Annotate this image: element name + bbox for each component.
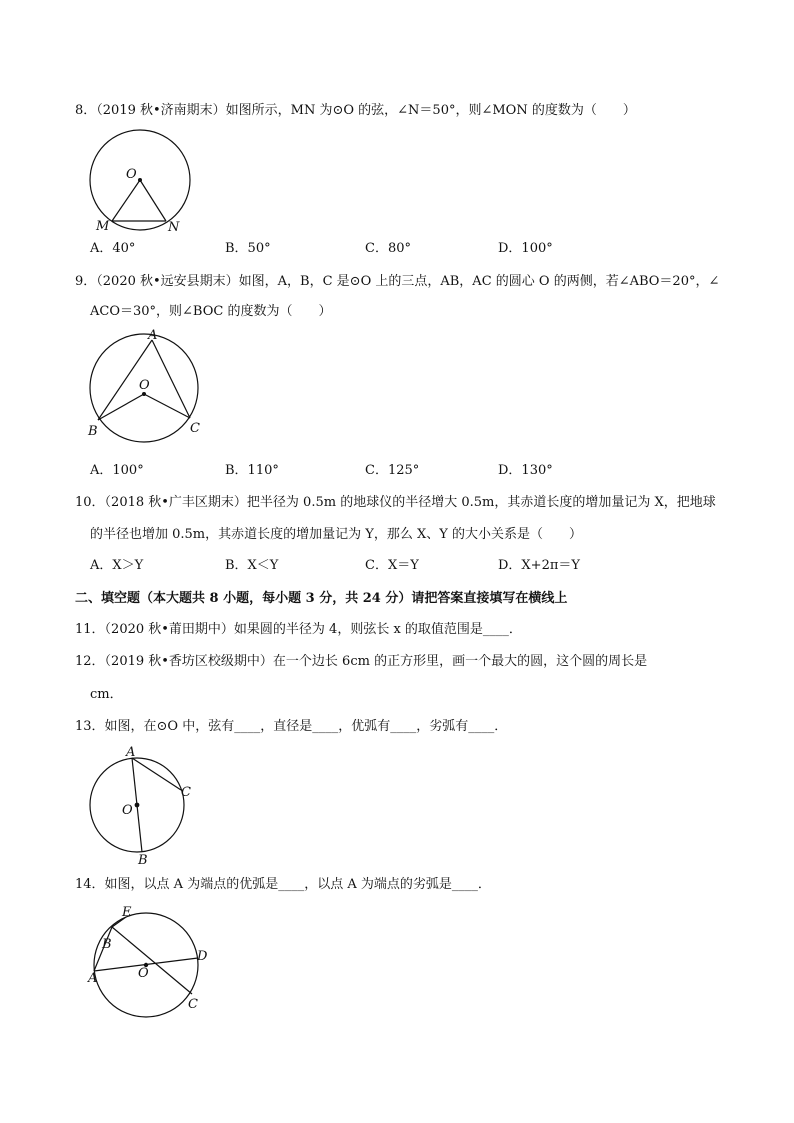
q8-label-m: M bbox=[96, 219, 110, 234]
q8-label-o: O bbox=[126, 167, 137, 182]
q10-option-c: C．X＝Y bbox=[365, 558, 419, 573]
q10-option-b: B．X＜Y bbox=[225, 558, 279, 573]
q14-label-b: B bbox=[102, 937, 112, 952]
q8-option-a: A．40° bbox=[90, 241, 136, 256]
q13-stem: 13．如图，在⊙O 中，弦有____，直径是____，优弧有____，劣弧有____． bbox=[75, 719, 508, 734]
q9-option-c: C．125° bbox=[365, 463, 420, 478]
q9-segment-ob bbox=[98, 394, 144, 420]
q14-stem: 14．如图，以点 A 为端点的优弧是____，以点 A 为端点的劣弧是____． bbox=[75, 877, 491, 892]
q8-stem: 8．（2019 秋•济南期末）如图所示，MN 为⊙O 的弦，∠N＝50°，则∠MON 的度数为（ ） bbox=[75, 103, 636, 118]
q11-stem: 11．（2020 秋•莆田期中）如果圆的半径为 4，则弦长 x 的取值范围是____． bbox=[75, 622, 522, 637]
q10-stem-line1: 10．（2018 秋•广丰区期末）把半径为 0.5m 的地球仪的半径增大 0.5m，其赤道长度的增加量记为 X，把地球 bbox=[75, 495, 716, 510]
q9-option-d: D．130° bbox=[498, 463, 553, 478]
q12-stem-line1: 12．（2019 秋•香坊区校级期中）在一个边长 6cm 的正方形里，画一个最大的圆，这个圆的周长是 bbox=[75, 654, 648, 669]
q8-option-b: B．50° bbox=[225, 241, 271, 256]
q8-option-c: C．80° bbox=[365, 241, 411, 256]
q13-label-b: B bbox=[138, 853, 148, 868]
q9-label-a: A bbox=[148, 328, 158, 343]
q9-label-c: C bbox=[190, 421, 200, 436]
q8-radius-om bbox=[112, 180, 140, 221]
q14-label-a: A bbox=[88, 971, 98, 986]
q8-center-dot bbox=[138, 178, 142, 182]
q8-label-n: N bbox=[168, 220, 180, 235]
q10-option-a: A．X＞Y bbox=[90, 558, 144, 573]
q13-center-dot bbox=[135, 803, 140, 808]
q8-option-d: D．100° bbox=[498, 241, 553, 256]
q9-circle-figure bbox=[84, 328, 214, 438]
q9-label-b: B bbox=[88, 424, 98, 439]
q9-segment-oc bbox=[144, 394, 190, 418]
q14-label-c: C bbox=[188, 997, 198, 1012]
q14-label-d: D bbox=[197, 949, 208, 964]
q13-label-a: A bbox=[126, 745, 136, 760]
q13-circle-figure bbox=[84, 744, 204, 866]
q8-circle-figure bbox=[84, 128, 204, 238]
q13-label-o: O bbox=[122, 803, 133, 818]
q9-stem-line2: ACO＝30°，则∠BOC 的度数为（ ） bbox=[90, 304, 332, 319]
q9-option-b: B．110° bbox=[225, 463, 279, 478]
q14-circle-figure bbox=[84, 905, 220, 1020]
section-heading-fill-in: 二、填空题（本大题共 8 小题，每小题 3 分，共 24 分）请把答案直接填写在横线上 bbox=[75, 591, 568, 606]
q10-option-d: D．X+2π＝Y bbox=[498, 558, 580, 573]
q9-stem-line1: 9．（2020 秋•远安县期末）如图，A，B，C 是⊙O 上的三点，AB，AC 的圆心 O 的两侧，若∠ABO＝20°，∠ bbox=[75, 274, 720, 289]
q12-stem-line2: cm． bbox=[90, 687, 123, 702]
q14-label-e: E bbox=[122, 905, 132, 920]
q8-radius-on bbox=[140, 180, 166, 221]
q13-label-c: C bbox=[181, 785, 191, 800]
q14-label-o: O bbox=[138, 966, 149, 981]
q10-stem-line2: 的半径也增加 0.5m，其赤道长度的增加量记为 Y，那么 X、Y 的大小关系是（ ） bbox=[90, 527, 582, 542]
q9-option-a: A．100° bbox=[90, 463, 144, 478]
q9-label-o: O bbox=[139, 378, 150, 393]
